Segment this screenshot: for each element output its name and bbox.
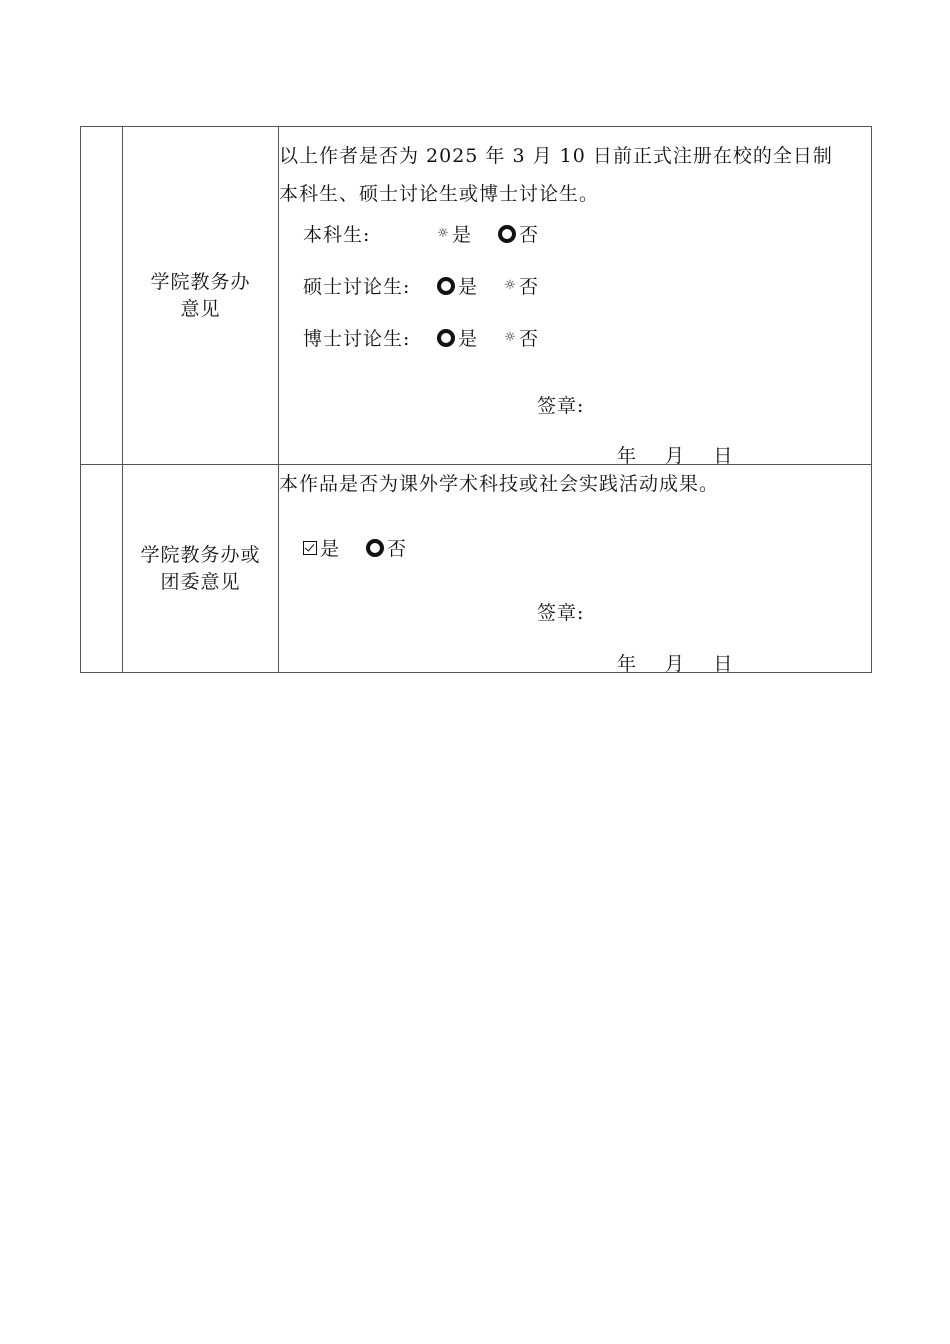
table-row (81, 465, 872, 673)
checkbox-checked-icon (303, 541, 317, 555)
radio-selected-icon (437, 277, 455, 295)
doctoral-label: 博士讨论生: (303, 328, 411, 350)
undergrad-label: 本科生: (303, 224, 371, 246)
radio-unselected-icon: ☼ (437, 226, 450, 241)
blank-cell (81, 465, 123, 673)
section1-label (123, 127, 279, 465)
section2-yes-checkbox[interactable] (303, 534, 340, 561)
section1-question-line1: 以上作者是否为 2025 年 3 月 10 日前正式注册在校的全日制 (279, 145, 833, 167)
doctoral-yes-radio[interactable] (437, 324, 478, 351)
doctoral-no-radio[interactable] (504, 324, 539, 351)
undergrad-yes-label: 是 (452, 224, 473, 246)
radio-selected-icon (437, 329, 455, 347)
radio-selected-icon (366, 539, 384, 557)
doctoral-yes-label: 是 (458, 328, 479, 350)
master-options (437, 272, 539, 299)
doctoral-no-label: 否 (519, 328, 540, 350)
undergrad-yes-radio[interactable] (437, 220, 472, 247)
master-yes-radio[interactable] (437, 272, 478, 299)
undergrad-options (437, 220, 539, 247)
section2-content (279, 465, 872, 673)
radio-unselected-icon: ☼ (504, 330, 517, 345)
master-label: 硕士讨论生: (303, 276, 411, 298)
undergrad-no-radio[interactable] (498, 220, 539, 247)
master-no-label: 否 (519, 276, 540, 298)
section2-label (123, 465, 279, 673)
section2-yes-label: 是 (320, 538, 341, 560)
section2-no-radio[interactable] (366, 534, 407, 561)
section2-no-label: 否 (387, 538, 408, 560)
table-row (81, 127, 872, 465)
radio-unselected-icon: ☼ (504, 278, 517, 293)
section2-label-text: 学院教务办或 团委意见 (140, 543, 261, 593)
master-yes-label: 是 (458, 276, 479, 298)
radio-selected-icon (498, 225, 516, 243)
section1-label-text: 学院教务办 意见 (150, 270, 251, 320)
doctoral-options (437, 324, 539, 351)
undergrad-no-label: 否 (519, 224, 540, 246)
section1-seal-label: 签章: (537, 395, 585, 417)
section2-seal-label: 签章: (537, 602, 585, 624)
master-no-radio[interactable] (504, 272, 539, 299)
section2-date-line: 年 月 日 (617, 653, 734, 675)
approval-form-table (80, 126, 872, 673)
blank-cell (81, 127, 123, 465)
section1-content (279, 127, 872, 465)
section2-options (303, 534, 407, 561)
section1-question-line2: 本科生、硕士讨论生或博士讨论生。 (279, 183, 600, 205)
section1-date-line: 年 月 日 (617, 445, 734, 467)
section2-question: 本作品是否为课外学术科技或社会实践活动成果。 (279, 473, 720, 495)
